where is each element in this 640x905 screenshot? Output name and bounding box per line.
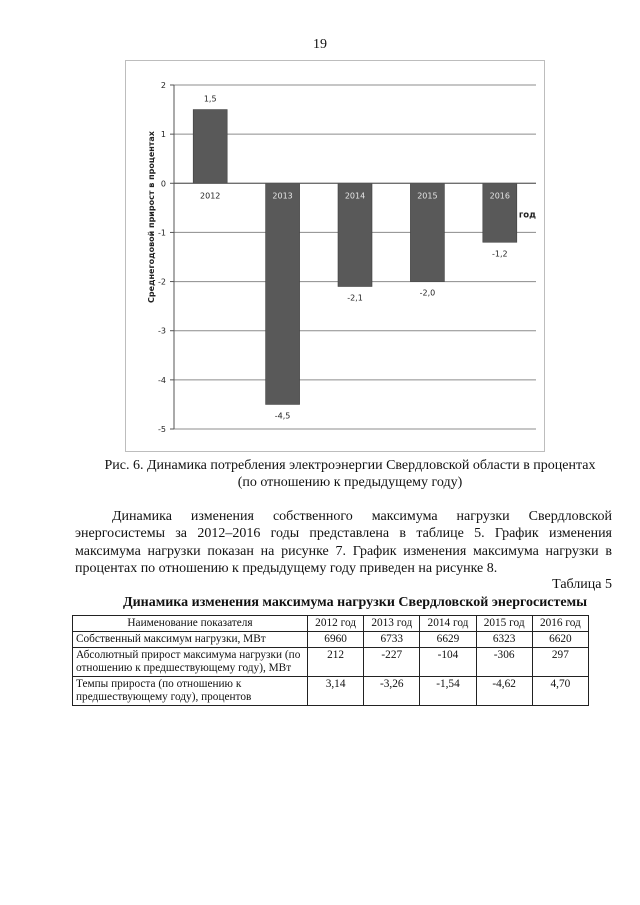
page-number: 19 [313, 37, 327, 52]
cell: 3,14 [308, 677, 364, 706]
data-label: 1,5 [203, 94, 217, 104]
cell: 6620 [532, 632, 588, 648]
chart-canvas [126, 61, 546, 453]
bar [193, 110, 227, 184]
header-2012: 2012 год [308, 616, 364, 632]
cell: -4,62 [476, 677, 532, 706]
category-label: 2012 [200, 191, 221, 201]
table-row [73, 648, 589, 677]
y-tick-label: -3 [158, 326, 166, 336]
cell: -104 [420, 648, 476, 677]
bar [266, 183, 300, 404]
body-paragraph: Динамика изменения собственного максимума нагрузки Свердловской энергосистемы за 2012–2016 годы представлена в таблице 5. График изменения максимума нагрузки показан на рисунке 7. График изменения максимума нагрузки в процентах по отношению к предыдущему году приведен на рисунке 8. [75, 509, 612, 577]
x-axis-title: год [518, 210, 536, 221]
y-tick-label: -1 [158, 228, 166, 238]
table-header-row [73, 616, 589, 632]
cell: -306 [476, 648, 532, 677]
y-tick-label: 1 [160, 130, 166, 140]
table-row [73, 632, 589, 648]
category-label: 2015 [417, 191, 438, 201]
category-label: 2014 [344, 191, 366, 201]
row-label: Абсолютный прирост максимума нагрузки (по отношению к предшествующему году), МВт [73, 648, 308, 677]
table-number: Таблица 5 [552, 577, 612, 592]
cell: -3,26 [364, 677, 420, 706]
header-indicator: Наименование показателя [73, 616, 308, 632]
cell: 297 [532, 648, 588, 677]
category-label: 2013 [272, 191, 293, 201]
row-label: Темпы прироста (по отношению к предшествующему году), процентов [73, 677, 308, 706]
y-tick-label: -5 [158, 425, 166, 434]
row-label: Собственный максимум нагрузки, МВт [73, 632, 308, 648]
table-title: Динамика изменения максимума нагрузки Свердловской энергосистемы [122, 595, 588, 610]
y-tick-label: -4 [158, 375, 166, 385]
data-label: -2,1 [347, 293, 363, 303]
bar-chart [125, 60, 545, 452]
load-table [72, 615, 589, 706]
cell: 6733 [364, 632, 420, 648]
y-tick-label: -2 [158, 277, 166, 287]
header-2015: 2015 год [476, 616, 532, 632]
header-2013: 2013 год [364, 616, 420, 632]
cell: 6960 [308, 632, 364, 648]
header-2014: 2014 год [420, 616, 476, 632]
cell: 6323 [476, 632, 532, 648]
caption-line-2: (по отношению к предыдущему году) [237, 475, 463, 490]
cell: -227 [364, 648, 420, 677]
caption-line-1: Рис. 6. Динамика потребления электроэнергии Свердловской области в процентах [104, 458, 596, 473]
y-tick-label: 0 [160, 179, 166, 189]
cell: 6629 [420, 632, 476, 648]
figure-caption [70, 457, 630, 491]
data-label: -2,0 [419, 288, 436, 298]
data-label: -4,5 [274, 411, 291, 421]
y-axis-title: Среднегодовой прирост в процентах [147, 131, 156, 303]
cell: -1,54 [420, 677, 476, 706]
table-row [73, 677, 589, 706]
cell: 212 [308, 648, 364, 677]
y-tick-label: 2 [160, 81, 166, 90]
category-label: 2016 [489, 191, 510, 201]
data-label: -1,2 [491, 249, 508, 259]
cell: 4,70 [532, 677, 588, 706]
header-2016: 2016 год [532, 616, 588, 632]
